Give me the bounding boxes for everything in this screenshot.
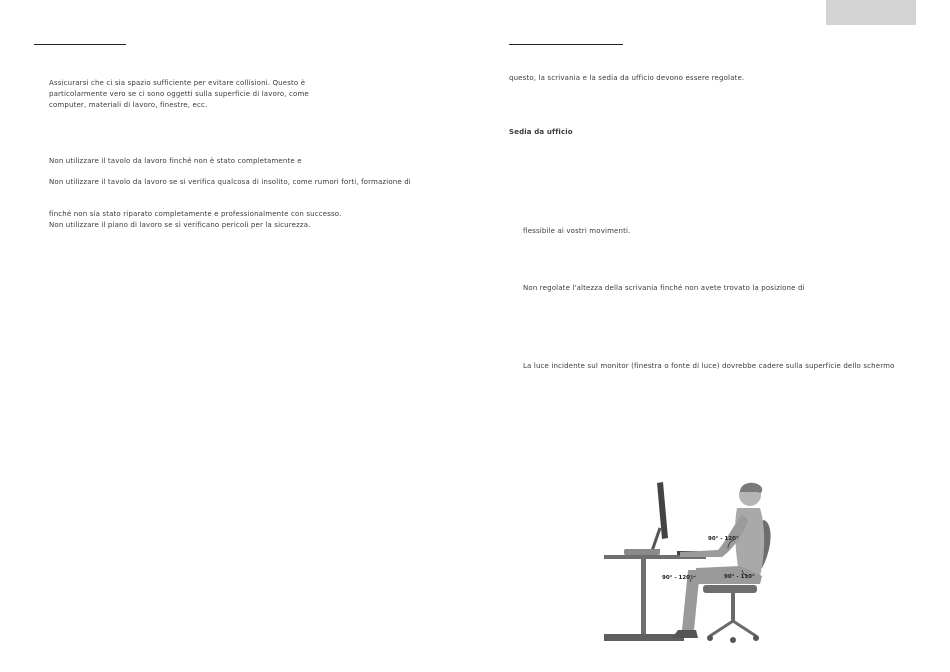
warning-complete-assembly: Non utilizzare il tavolo da lavoro finché non è stato completamente e	[49, 157, 302, 165]
warning-unusual-noise: Non utilizzare il tavolo da lavoro se si verifica qualcosa di insolito, come rumori forti, formazione di	[49, 178, 411, 186]
desk-leg	[641, 559, 646, 635]
desk-height-text: Non regolate l'altezza della scrivania finché non avete trovato la posizione di	[523, 284, 805, 292]
desk-foot	[604, 634, 684, 641]
chair-wheel-left	[707, 635, 713, 641]
person-foot	[672, 630, 698, 638]
elbow-angle-label: 90° - 120°	[708, 536, 739, 542]
person-hair	[740, 483, 762, 493]
monitor-stand	[652, 528, 660, 551]
chair-post	[731, 593, 735, 621]
adjust-desk-chair-text: questo, la scrivania e la sedia da ufficio devono essere regolate.	[509, 74, 745, 82]
warning-safety-risks: Non utilizzare il piano di lavoro se si verificano pericoli per la sicurezza.	[49, 221, 311, 229]
chair-base	[710, 621, 756, 636]
knee-angle-label: 90° - 120°	[662, 575, 693, 581]
office-chair-heading: Sedia da ufficio	[509, 128, 573, 136]
warning-repaired: finché non sia stato riparato completamente e professionalmente con successo.	[49, 210, 342, 218]
chair-wheel-right	[753, 635, 759, 641]
collision-paragraph-line-3: computer, materiali di lavoro, finestre, ecc.	[49, 101, 208, 109]
chair-seat	[703, 585, 757, 593]
monitor-light-text: La luce incidente sul monitor (finestra o fonte di luce) dovrebbe cadere sulla superficie dello schermo	[523, 362, 895, 370]
left-header-rule	[34, 44, 126, 45]
flexible-movements-text: flessibile ai vostri movimenti.	[523, 227, 631, 235]
hip-angle-label: 90° - 110°	[724, 574, 755, 580]
collision-paragraph-line-1: Assicurarsi che ci sia spazio sufficiente per evitare collisioni. Questo è	[49, 79, 306, 87]
page-corner-tab	[826, 0, 916, 25]
laptop	[624, 549, 660, 555]
ergonomic-posture-illustration	[600, 478, 780, 646]
chair-wheel-center	[730, 637, 736, 643]
collision-paragraph-line-2: particolarmente vero se ci sono oggetti sulla superficie di lavoro, come	[49, 90, 309, 98]
right-header-rule	[509, 44, 623, 45]
